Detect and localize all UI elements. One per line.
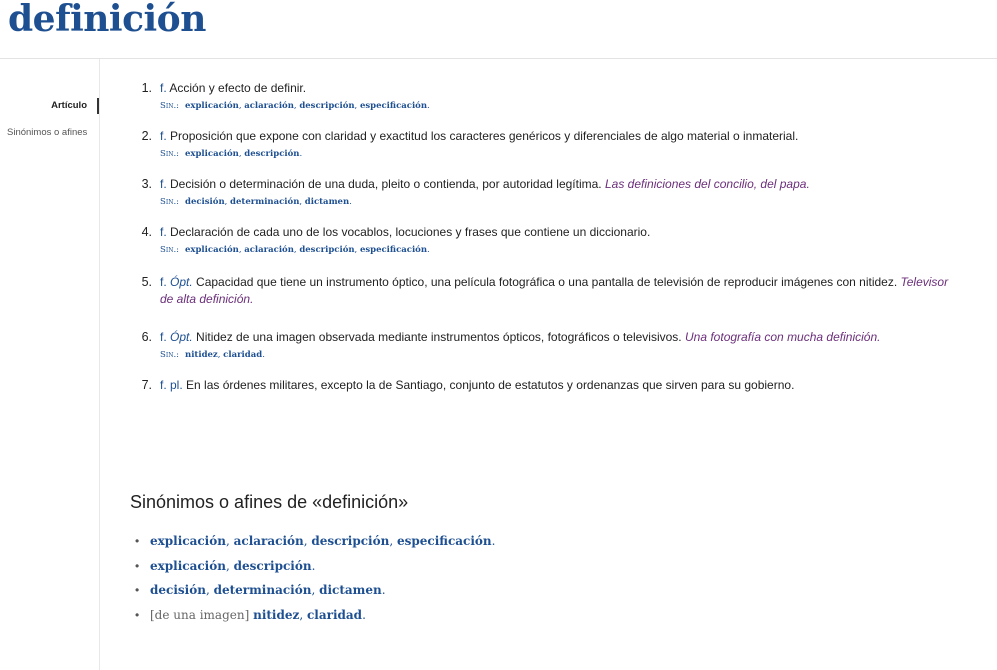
usage-example: Una fotografía con mucha definición. xyxy=(685,330,881,344)
entry-number: 4. xyxy=(141,225,152,239)
synonym-link[interactable]: descripción xyxy=(244,149,300,159)
definition-entry xyxy=(141,224,960,256)
sin-label: Sin.: xyxy=(160,350,180,360)
sidebar-item-sinonimos[interactable]: Sinónimos o afines xyxy=(7,127,88,138)
synonym-link[interactable]: dictamen xyxy=(319,583,382,597)
definition-entry xyxy=(141,274,960,308)
sidebar-divider xyxy=(99,59,100,670)
synonym-link[interactable]: aclaración xyxy=(244,101,294,111)
synonym-link[interactable]: explicación xyxy=(185,101,239,111)
grammar-abbr[interactable]: f. xyxy=(160,177,167,191)
field-abbr[interactable]: Ópt. xyxy=(170,275,193,289)
definition-entry xyxy=(141,128,960,160)
synonym-link[interactable]: determinación xyxy=(230,197,300,207)
definition-entry xyxy=(141,377,960,394)
synonym-link[interactable]: explicación xyxy=(185,149,239,159)
field-abbr[interactable]: Ópt. xyxy=(170,330,193,344)
usage-example: Las definiciones del concilio, del papa. xyxy=(604,177,810,191)
synonym-link[interactable]: determinación xyxy=(213,583,312,597)
synonym-link[interactable]: explicación xyxy=(185,245,239,255)
definition-text: Declaración de cada uno de los vocablos, locuciones y frases que contiene un diccionario. xyxy=(170,225,651,239)
grammar-abbr[interactable]: f. xyxy=(160,330,167,344)
synonym-qualifier: [de una imagen] xyxy=(150,607,250,622)
synonym-link[interactable]: nitidez xyxy=(185,350,218,360)
synonym-link[interactable]: explicación xyxy=(150,534,226,548)
synonym-link[interactable]: descripción xyxy=(299,245,355,255)
entry-number: 2. xyxy=(141,129,152,143)
definition-text: Nitidez de una imagen observada mediante instrumentos ópticos, fotográficos o televisivos. xyxy=(196,330,682,344)
synonym-group: • [de una imagen] nitidez, claridad. xyxy=(150,608,495,623)
entry-number: 1. xyxy=(141,81,152,95)
sidebar-item-articulo[interactable]: Artículo xyxy=(0,98,99,114)
grammar-abbr[interactable]: f. xyxy=(160,225,167,239)
synonym-link[interactable]: descripción xyxy=(311,534,390,548)
grammar-abbr[interactable]: f. xyxy=(160,129,167,143)
synonym-link[interactable]: claridad xyxy=(306,607,363,622)
sin-label: Sin.: xyxy=(160,197,180,207)
entry-number: 3. xyxy=(141,177,152,191)
grammar-abbr[interactable]: f. xyxy=(160,81,167,95)
synonym-link[interactable]: nitidez xyxy=(253,607,300,622)
header-divider xyxy=(0,58,997,59)
definition-text: Decisión o determinación de una duda, pleito o contienda, por autoridad legítima. xyxy=(170,177,602,191)
entry-number: 5. xyxy=(141,275,152,289)
entry-number: 6. xyxy=(141,330,152,344)
definition-entry xyxy=(141,176,960,208)
synonym-link[interactable]: decisión xyxy=(150,583,206,597)
sin-label: Sin.: xyxy=(160,101,180,111)
synonym-group: • decisión, determinación, dictamen. xyxy=(150,583,495,598)
page-title: definición xyxy=(8,0,206,40)
definition-text: Capacidad que tiene un instrumento óptico, una película fotográfica o una pantalla de televisión de reproducir imágenes con nitidez. xyxy=(196,275,898,289)
synonyms-heading: Sinónimos o afines de «definición» xyxy=(130,492,409,512)
synonym-link[interactable]: especificación xyxy=(396,534,492,548)
definition-text: Acción y efecto de definir. xyxy=(169,81,307,95)
synonym-link[interactable]: especificación xyxy=(359,245,428,255)
synonym-link[interactable]: descripción xyxy=(299,101,355,111)
sin-label: Sin.: xyxy=(160,149,180,159)
sidebar-nav xyxy=(0,98,99,138)
entry-number: 7. xyxy=(141,378,152,392)
definition-list xyxy=(141,80,960,394)
definition-text: En las órdenes militares, excepto la de Santiago, conjunto de estatutos y ordenanzas que sirven para su gobierno. xyxy=(186,378,795,392)
synonym-group: • explicación, aclaración, descripción, especificación. xyxy=(150,534,495,549)
usage-example: Televisor de alta definición. xyxy=(160,275,949,306)
synonyms-line: Sin.: explicación, aclaración, descripción, especificación. xyxy=(160,101,430,111)
synonyms-line: Sin.: explicación, aclaración, descripción, especificación. xyxy=(160,245,430,255)
synonym-link[interactable]: decisión xyxy=(185,197,225,207)
synonym-link[interactable]: aclaración xyxy=(233,534,304,548)
synonym-link[interactable]: descripción xyxy=(233,558,312,573)
synonyms-line: Sin.: nitidez, claridad. xyxy=(160,350,265,360)
synonym-link[interactable]: explicación xyxy=(150,558,226,573)
synonyms-line: Sin.: decisión, determinación, dictamen. xyxy=(160,197,352,207)
synonym-link[interactable]: claridad xyxy=(223,350,263,360)
synonym-link[interactable]: dictamen xyxy=(304,197,350,207)
definition-entry xyxy=(141,329,960,361)
sin-label: Sin.: xyxy=(160,245,180,255)
synonym-link[interactable]: especificación xyxy=(359,101,428,111)
synonyms-list xyxy=(150,534,495,632)
definition-text: Proposición que expone con claridad y exactitud los caracteres genéricos y diferenciales de algo material o inmaterial. xyxy=(170,129,799,143)
synonym-link[interactable]: aclaración xyxy=(244,245,294,255)
grammar-abbr[interactable]: f. pl. xyxy=(160,378,183,392)
synonym-group: • explicación, descripción. xyxy=(150,559,495,574)
synonyms-line: Sin.: explicación, descripción. xyxy=(160,149,303,159)
definition-entry xyxy=(141,80,960,112)
grammar-abbr[interactable]: f. xyxy=(160,275,167,289)
